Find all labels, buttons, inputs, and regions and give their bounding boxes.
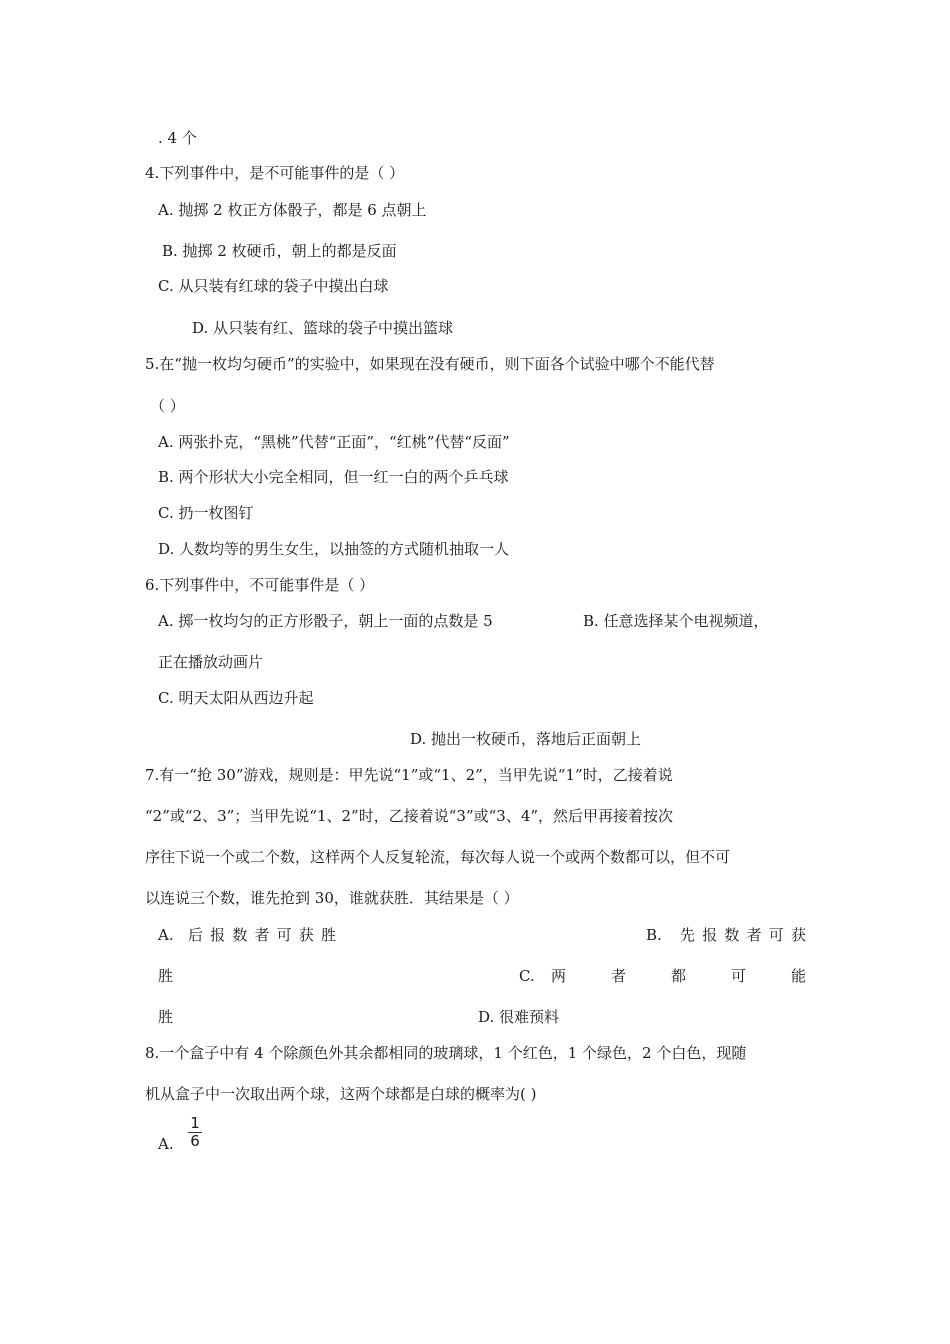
fraction-denominator: 6 xyxy=(190,1132,200,1150)
q7-option-b-label: B. xyxy=(646,926,662,944)
q8-stem-line-2: 机从盒子中一次取出两个球，这两个球都是白球的概率为( ) xyxy=(145,1085,537,1103)
q6-option-a: A. 掷一枚均匀的正方形骰子，朝上一面的点数是 5 xyxy=(158,612,493,630)
q7-option-b-char: 可 xyxy=(768,926,784,944)
q7-option-c-char: 能 xyxy=(790,967,806,985)
q7-option-c-char: 两 xyxy=(551,967,567,985)
q8-option-a-label: A. xyxy=(158,1135,174,1153)
prev-option-tail: . 4 个 xyxy=(158,129,197,147)
q6-option-c: C. 明天太阳从西边升起 xyxy=(158,689,314,707)
q7-option-b-char: 者 xyxy=(746,926,762,944)
q7-option-c-char: 可 xyxy=(730,967,746,985)
q7-option-a-label: A. xyxy=(158,926,174,944)
q4-option-b: B. 抛掷 2 枚硬币，朝上的都是反面 xyxy=(162,242,397,260)
q5-option-a: A. 两张扑克，“黑桃”代替“正面”，“红桃”代替“反面” xyxy=(158,433,510,451)
q6-stem: 6.下列事件中，不可能事件是（ ） xyxy=(145,576,375,594)
q6-option-b: B. 任意选择某个电视频道， xyxy=(583,612,769,630)
q7-option-a-char: 可 xyxy=(276,926,292,944)
q8-stem-line-1: 8.一个盒子中有 4 个除颜色外其余都相同的玻璃球，1 个红色，1 个绿色，2 个白色，现随 xyxy=(145,1044,747,1062)
q5-option-d: D. 人数均等的男生女生，以抽签的方式随机抽取一人 xyxy=(158,540,510,558)
q5-option-c: C. 扔一枚图钉 xyxy=(158,504,254,522)
q7-option-c-char: 都 xyxy=(670,967,686,985)
q7-option-b-end: 胜 xyxy=(158,967,174,985)
q7-option-a-char: 者 xyxy=(254,926,270,944)
q7-stem-line-1: 7.有一“抢 30”游戏，规则是：甲先说“1”或“1、2”，当甲先说“1”时，乙接着说 xyxy=(145,766,673,784)
q7-option-a-char: 胜 xyxy=(320,926,336,944)
q7-stem-line-3: 序往下说一个或二个数，这样两个人反复轮流，每次每人说一个或两个数都可以，但不可 xyxy=(145,848,731,866)
q5-stem-cont: （ ） xyxy=(150,397,185,415)
q6-option-d: D. 抛出一枚硬币，落地后正面朝上 xyxy=(410,730,642,748)
q7-option-a-char: 数 xyxy=(232,926,248,944)
q7-option-b-char: 报 xyxy=(702,926,718,944)
q7-stem-line-4: 以连说三个数，谁先抢到 30，谁就获胜．其结果是（ ） xyxy=(145,889,519,907)
q5-option-b: B. 两个形状大小完全相同，但一红一白的两个乒乓球 xyxy=(158,468,509,486)
q7-option-c-label: C. xyxy=(519,967,535,985)
q7-stem-line-2: “2”或“2、3”；当甲先说“1、2”时，乙接着说“3”或“3、4”，然后甲再接着按次 xyxy=(145,807,674,825)
q4-option-d: D. 从只装有红、篮球的袋子中摸出篮球 xyxy=(192,319,454,337)
q7-option-b-text xyxy=(680,925,806,945)
q7-option-d: D. 很难预料 xyxy=(478,1008,560,1026)
q7-option-a-char: 报 xyxy=(210,926,226,944)
q4-option-c: C. 从只装有红球的袋子中摸出白球 xyxy=(158,277,389,295)
q7-option-a-char: 后 xyxy=(188,926,204,944)
q7-option-b-char: 获 xyxy=(790,926,806,944)
q7-option-b-char: 先 xyxy=(680,926,696,944)
q8-option-a-fraction xyxy=(188,1115,202,1150)
fraction-numerator: 1 xyxy=(188,1115,202,1133)
q5-stem: 5.在“抛一枚均匀硬币”的实验中，如果现在没有硬币，则下面各个试验中哪个不能代替 xyxy=(145,355,715,373)
q4-stem: 4.下列事件中，是不可能事件的是（ ） xyxy=(145,164,405,182)
q4-option-a: A. 抛掷 2 枚正方体骰子，都是 6 点朝上 xyxy=(158,201,427,219)
q7-option-c-end: 胜 xyxy=(158,1008,174,1026)
q7-option-c-text xyxy=(551,966,806,986)
q6-option-b-cont: 正在播放动画片 xyxy=(158,653,264,671)
q7-option-b-char: 数 xyxy=(724,926,740,944)
q7-option-c-char: 者 xyxy=(610,967,626,985)
q7-option-a-char: 获 xyxy=(298,926,314,944)
q7-option-a-text xyxy=(188,925,336,945)
